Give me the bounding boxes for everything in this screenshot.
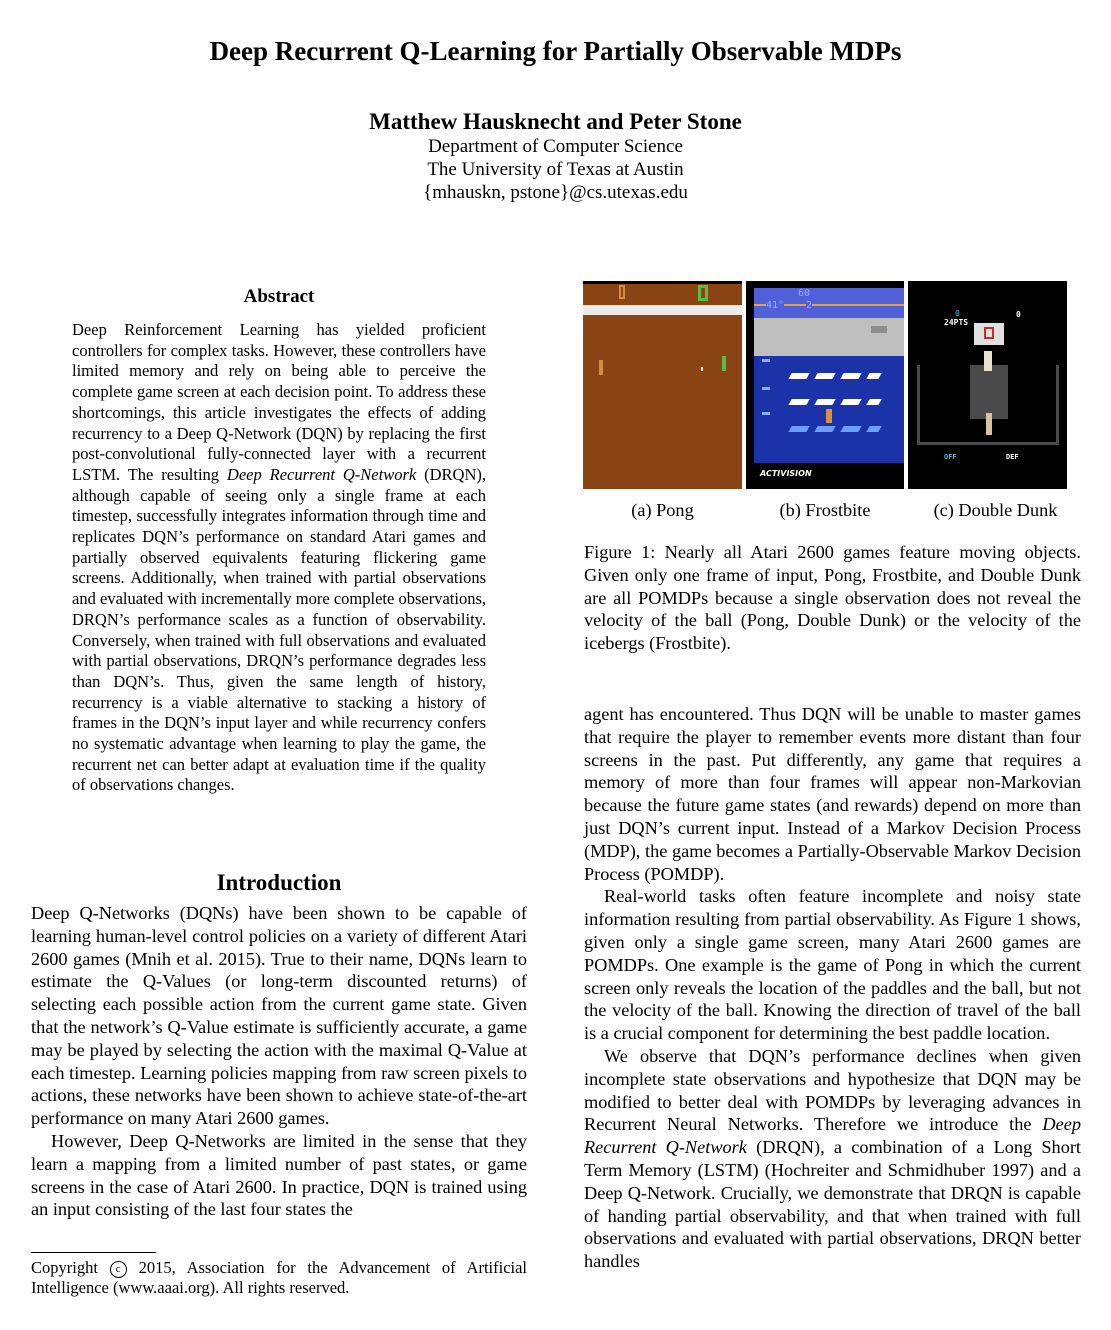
abstract-italic-term: Deep Recurrent Q-Network bbox=[226, 464, 417, 484]
pong-top-wall bbox=[583, 305, 742, 315]
abstract-text-part2: (DRQN), although capable of seeing only a single frame at each timestep, successfully integrates information through time and replicates DQN’s performance on standard Atari games and partially observed equivalents featuring flickering game screens. Additionally, when trained with partial observations and evaluated with incrementally more complete observations, DRQN’s performance scales as a function of observability. Conversely, when trained with full observations and evaluated with partial observations, DRQN’s performance degrades less than DQN’s. Thus, given the same length of history, recurrency is a viable alternative to stacking a history of frames in the DQN’s input layer and while recurrency confers no systematic advantage when learning to play the game, the recurrent net can better adapt at evaluation time if the quality of observations changes. bbox=[72, 464, 486, 795]
double-dunk-points: 24PTS bbox=[944, 318, 969, 327]
frostbite-screenshot bbox=[746, 281, 904, 489]
frostbite-shore bbox=[754, 318, 904, 356]
subcaption-pong: (a) Pong bbox=[631, 500, 694, 520]
introduction-paragraph-1: Deep Q-Networks (DQNs) have been shown to be capable of learning human-level control policies on a variety of different Atari 2600 games (Mnih et al. 2015). True to their name, DQNs learn to estimate the Q-Values (or long-term discounted returns) of selecting each possible action from the current game state. Given that the network’s Q-Value estimate is sufficiently accurate, a game may be played by selecting the action with the maximal Q-Value at each timestep. Learning policies mapping from raw screen pixels to actions, these networks have been shown to achieve state-of-the-art performance on many Atari 2600 games. bbox=[31, 903, 527, 1129]
pong-ball bbox=[701, 367, 703, 371]
frostbite-player bbox=[826, 409, 832, 423]
frostbite-lives: 2 bbox=[806, 300, 813, 311]
pong-left-paddle bbox=[599, 360, 603, 375]
right-paragraph-3-part1: We observe that DQN’s performance declines when given incomplete state observations and hypothesize that DQN may be modified to better deal with POMDPs by leveraging advances in Recurrent Neural Networks. Therefore we introduce the bbox=[584, 1045, 1081, 1135]
pong-right-score bbox=[698, 285, 708, 301]
paper-authors: Matthew Hausknecht and Peter Stone bbox=[369, 109, 742, 134]
double-dunk-left-number: 0 bbox=[955, 309, 960, 318]
frostbite-logo: ACTIVISION bbox=[760, 469, 812, 478]
frostbite-ice-row-3 bbox=[788, 426, 881, 432]
copyright-symbol: c bbox=[110, 1261, 127, 1278]
right-paragraph-1: agent has encountered. Thus DQN will be unable to master games that require the player to remember events more distant than four screens in the past. Put differently, any game that requires a memory of more than four frames will appear non-Markovian because the future game states (and rewards) depend on more than just DQN’s current input. Instead of a Markov Decision Process (MDP), the game becomes a Partially-Observable Markov Decision Process (POMDP). bbox=[584, 704, 1081, 884]
frostbite-bird-3 bbox=[762, 412, 770, 415]
right-column bbox=[584, 703, 1081, 1273]
introduction-paragraph-2: However, Deep Q-Networks are limited in the sense that they learn a mapping from a limited number of past states, or game screens in the case of Atari 2600. In practice, DQN is trained using an input consisting of the last four states the bbox=[31, 1130, 527, 1220]
pong-screenshot bbox=[583, 281, 742, 489]
copyright-footnote bbox=[31, 1258, 527, 1298]
double-dunk-hoop bbox=[984, 327, 994, 339]
double-dunk-def-label: DEF bbox=[1006, 453, 1019, 461]
frostbite-ice-row-2 bbox=[788, 399, 881, 405]
pong-right-paddle bbox=[722, 356, 726, 371]
double-dunk-right-number: 0 bbox=[1016, 310, 1021, 319]
frostbite-bird-2 bbox=[762, 387, 770, 390]
footnote-text: 2015, Association for the Advancement of Artificial Intelligence (www.aaai.org). All rights reserved. bbox=[31, 1258, 528, 1297]
introduction-heading: Introduction bbox=[216, 870, 342, 895]
abstract-body bbox=[72, 320, 486, 796]
right-paragraph-3-part2: (DRQN), a combination of a Long Short Term Memory (LSTM) (Hochreiter and Schmidhuber 1997) and a Deep Q-Network. Crucially, we demonstrate that DRQN is capable of handing partial observability, and that when trained with full observations and evaluated with partial observations, DRQN better handles bbox=[584, 1137, 1082, 1272]
footnote-rule bbox=[31, 1252, 156, 1253]
author-email: {mhauskn, pstone}@cs.utexas.edu bbox=[423, 182, 688, 203]
frostbite-bird-1 bbox=[762, 359, 770, 362]
introduction-column bbox=[31, 902, 527, 1221]
paper-title: Deep Recurrent Q-Learning for Partially Observable MDPs bbox=[209, 36, 902, 66]
figure-caption: Figure 1: Nearly all Atari 2600 games feature moving objects. Given only one frame of input, Pong, Frostbite, and Double Dunk are all POMDPs because a single observation does not reveal the velocity of the ball (Pong, Double Dunk) or the velocity of the icebergs (Frostbite). bbox=[584, 542, 1081, 654]
abstract-heading: Abstract bbox=[243, 286, 315, 307]
pong-left-score bbox=[619, 285, 625, 299]
author-university: The University of Texas at Austin bbox=[427, 159, 684, 180]
frostbite-score: 60 bbox=[798, 288, 811, 299]
frostbite-temperature: 41° bbox=[766, 300, 785, 311]
pong-top-border bbox=[583, 281, 742, 284]
subcaption-frostbite: (b) Frostbite bbox=[779, 500, 871, 520]
double-dunk-off-label: OFF bbox=[944, 453, 957, 461]
author-department: Department of Computer Science bbox=[428, 136, 683, 157]
subcaption-double-dunk: (c) Double Dunk bbox=[933, 500, 1058, 520]
frostbite-igloo bbox=[871, 326, 887, 333]
double-dunk-screenshot bbox=[908, 281, 1067, 489]
double-dunk-player-1 bbox=[984, 351, 992, 371]
right-paragraph-3 bbox=[584, 1045, 1081, 1273]
footnote-prefix: Copyright bbox=[31, 1258, 110, 1277]
abstract-text-part1: Deep Reinforcement Learning has yielded proficient controllers for complex tasks. However, these controllers have limited memory and rely on being able to perceive the complete game screen at each decision point. To address these shortcomings, this article investigates the effects of adding recurrency to a Deep Q-Network (DQN) by replacing the first post-convolutional fully-connected layer with a recurrent LSTM. The resulting bbox=[72, 320, 486, 484]
double-dunk-key bbox=[970, 365, 1008, 419]
frostbite-ice-row-1 bbox=[788, 373, 881, 379]
right-paragraph-2: Real-world tasks often feature incomplete and noisy state information resulting from partial observability. As Figure 1 shows, given only a single game screen, many Atari 2600 games are POMDPs. One example is the game of Pong in which the current screen only reveals the location of the paddles and the ball, but not the velocity of the ball. Knowing the direction of travel of the ball is a crucial component for determining the best paddle location. bbox=[584, 886, 1081, 1044]
right-paragraph-3-italic-term: Deep Recurrent Q-Network bbox=[584, 1114, 1081, 1158]
double-dunk-player-2 bbox=[986, 413, 992, 435]
